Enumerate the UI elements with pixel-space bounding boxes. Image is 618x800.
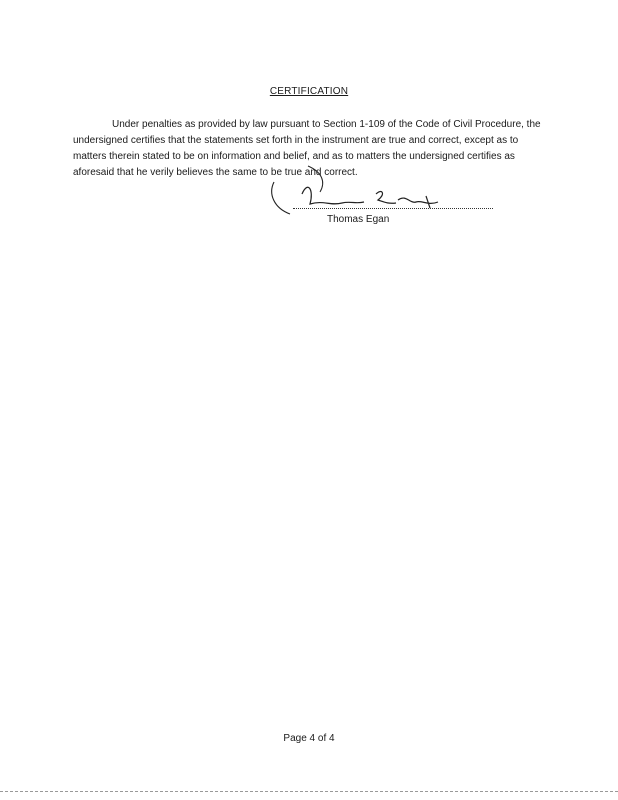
signature-line xyxy=(293,208,493,209)
certification-text: Under penalties as provided by law pursuant to Section 1-109 of the Code of Civil Procedure, the undersigned certifies that the statements set forth in the instrument are true and correct, except as to matters therein stated to be on information and belief, and as to matters the undersigned certifies as aforesaid that he verily believes the same to be true and correct. xyxy=(73,119,541,178)
scan-edge-rule xyxy=(0,791,618,793)
page-number: Page 4 of 4 xyxy=(283,733,335,744)
handwritten-signature xyxy=(268,160,468,220)
signer-name: Thomas Egan xyxy=(327,214,390,225)
document-title: CERTIFICATION xyxy=(269,86,349,97)
